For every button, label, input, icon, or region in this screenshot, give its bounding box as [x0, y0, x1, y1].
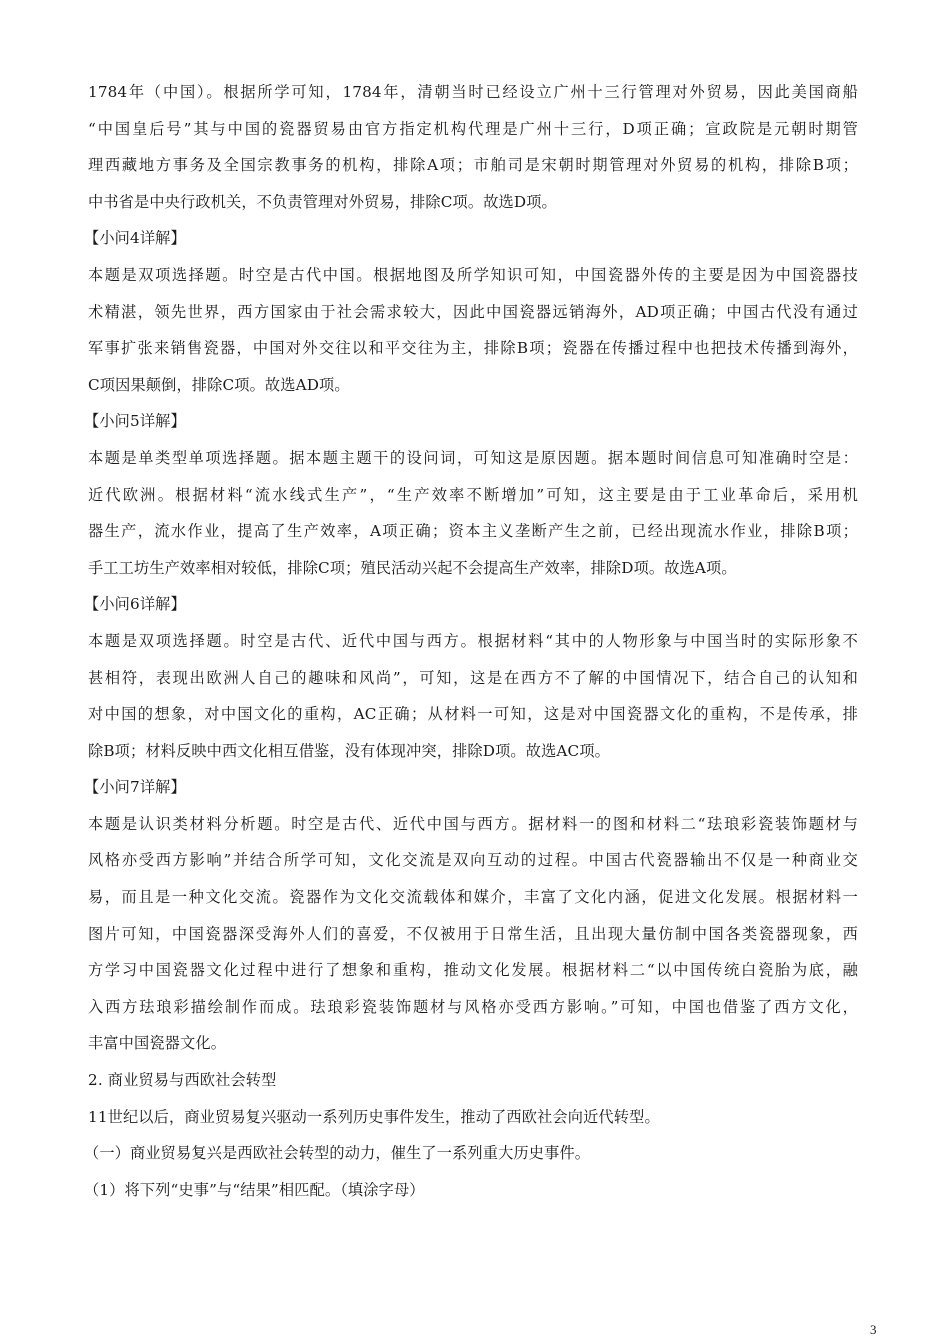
- paragraph-line: 术精湛，领先世界，西方国家由于社会需求较大，因此中国瓷器远销海外，AD项正确；中国古代没有通过: [88, 302, 858, 321]
- paragraph-line: 1784年（中国）。根据所学可知，1784年，清朝当时已经设立广州十三行管理对外贸易，因此美国商船: [88, 83, 858, 101]
- paragraph-line: 除B项；材料反映中西文化相互借鉴，没有体现冲突，排除D项。故选AC项。: [88, 741, 610, 760]
- paragraph-line: 甚相符，表现出欧洲人自己的趣味和风尚”，可知，这是在西方不了解的中国情况下，结合自己的认知和: [88, 668, 858, 687]
- paragraph-line: 丰富中国瓷器文化。: [88, 1034, 227, 1053]
- section-heading-q7: 【小问7详解】: [84, 778, 186, 797]
- paragraph-line: 方学习中国瓷器文化过程中进行了想象和重构，推动文化发展。根据材料二“以中国传统白瓷胎为底，融: [88, 961, 858, 980]
- question-2-intro: 11世纪以后，商业贸易复兴驱动一系列历史事件发生，推动了西欧社会向近代转型。: [88, 1107, 660, 1126]
- paragraph-line: 本题是双项选择题。时空是古代中国。根据地图及所学知识可知，中国瓷器外传的主要是因为中国瓷器技: [88, 265, 858, 284]
- paragraph-line: 本题是单类型单项选择题。据本题主题干的设问词，可知这是原因题。据本题时间信息可知准确时空是：: [88, 448, 858, 467]
- question-2-part-1: （一）商业贸易复兴是西欧社会转型的动力，催生了一系列重大历史事件。: [84, 1144, 591, 1163]
- paragraph-line: 军事扩张来销售瓷器，中国对外交往以和平交往为主，排除B项；瓷器在传播过程中也把技术传播到海外，: [88, 339, 858, 358]
- paragraph-line: 理西藏地方事务及全国宗教事务的机构，排除A项；市舶司是宋朝时期管理对外贸易的机构，排除B项；: [88, 156, 858, 175]
- paragraph-line: 易，而且是一种文化交流。瓷器作为文化交流载体和媒介，丰富了文化内涵，促进文化发展。根据材料一: [88, 888, 858, 907]
- paragraph-line: 图片可知，中国瓷器深受海外人们的喜爱，不仅被用于日常生活，且出现大量仿制中国各类瓷器现象，西: [88, 924, 858, 943]
- question-2-sub-1: （1）将下列“史事”与“结果”相匹配。（填涂字母）: [84, 1180, 425, 1199]
- section-heading-q4: 【小问4详解】: [84, 229, 186, 248]
- question-2-title: 2. 商业贸易与西欧社会转型: [88, 1071, 277, 1090]
- paragraph-line: 对中国的想象，对中国文化的重构，AC正确；从材料一可知，这是对中国瓷器文化的重构，不是传承，排: [88, 705, 858, 724]
- paragraph-line: “中国皇后号”其与中国的瓷器贸易由官方指定机构代理是广州十三行，D项正确；宣政院是元朝时期管: [88, 119, 858, 138]
- page-number: 3: [870, 1322, 877, 1337]
- document-page: [84, 78, 858, 1212]
- paragraph-line: 本题是认识类材料分析题。时空是古代、近代中国与西方。据材料一的图和材料二“珐琅彩瓷装饰题材与: [88, 814, 858, 833]
- paragraph-line: 入西方珐琅彩描绘制作而成。珐琅彩瓷装饰题材与风格亦受西方影响。”可知，中国也借鉴了西方文化，: [88, 997, 858, 1016]
- paragraph-line: 风格亦受西方影响”并结合所学可知，文化交流是双向互动的过程。中国古代瓷器输出不仅是一种商业交: [88, 851, 858, 870]
- paragraph-line: C项因果颠倒，排除C项。故选AD项。: [88, 375, 350, 394]
- paragraph-line: 器生产，流水作业，提高了生产效率，A项正确；资本主义垄断产生之前，已经出现流水作业，排除B项；: [88, 522, 858, 541]
- paragraph-line: 手工工坊生产效率相对较低，排除C项；殖民活动兴起不会提高生产效率，排除D项。故选A项。: [88, 558, 737, 577]
- paragraph-line: 中书省是中央行政机关，不负责管理对外贸易，排除C项。故选D项。: [88, 192, 557, 211]
- paragraph-line: 近代欧洲。根据材料“流水线式生产”，“生产效率不断增加”可知，这主要是由于工业革命后，采用机: [88, 485, 858, 504]
- section-heading-q6: 【小问6详解】: [84, 595, 186, 614]
- section-heading-q5: 【小问5详解】: [84, 412, 186, 431]
- paragraph-line: 本题是双项选择题。时空是古代、近代中国与西方。根据材料“其中的人物形象与中国当时的实际形象不: [88, 631, 858, 650]
